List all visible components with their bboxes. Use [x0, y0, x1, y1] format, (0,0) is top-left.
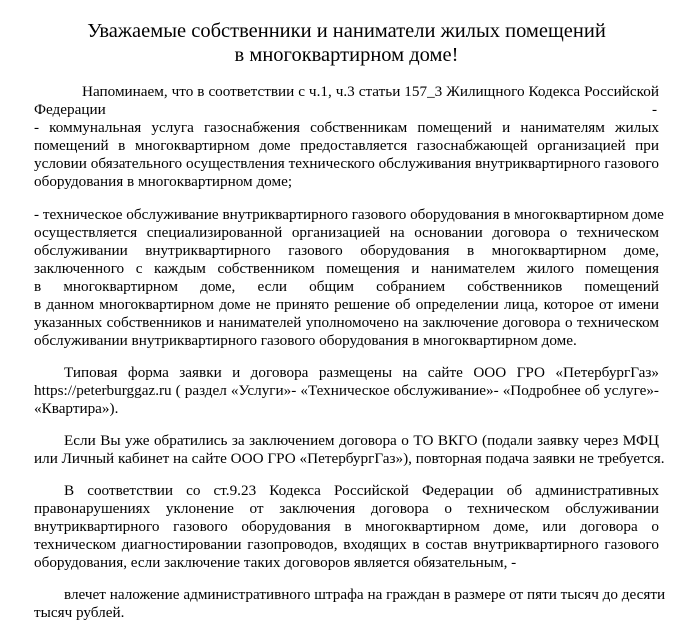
notice-title — [0, 19, 693, 67]
text-line: или Личный кабинет на сайте ООО ГРО «ПетербургГаз»), повторная подача заявки не требуется. — [34, 450, 665, 467]
text-line: условии обязательного осуществления технического обслуживания внутриквартирного газового — [34, 155, 659, 172]
text-line: Напоминаем, что в соответствии с ч.1, ч.3 статьи 157_3 Жилищного Кодекса Российской — [82, 83, 659, 100]
text-line: техническом диагностировании газопроводов, входящих в состав внутриквартирного газового — [34, 536, 659, 553]
text-line: влечет наложение административного штрафа на граждан в размере от пяти тысяч до десяти — [64, 586, 666, 603]
title-line-1: Уважаемые собственники и наниматели жилых помещений — [87, 20, 606, 42]
text-line: указанных собственников и нанимателей уполномочено на заключение договора о техническом — [34, 314, 659, 331]
text-line: Типовая форма заявки и договора размещены на сайте ООО ГРО «ПетербургГаз» — [64, 364, 659, 381]
text-line: Федерации — [34, 101, 106, 118]
text-line: помещений в многоквартирном доме предоставляется газоснабжающей организацией при — [34, 137, 659, 154]
text-line: оборудования, если заключение таких договоров является обязательным, - — [34, 554, 517, 571]
text-line: обслуживании внутриквартирного газового оборудования в многоквартирном доме, — [34, 242, 659, 259]
text-line: заключенного с каждым собственником помещения и нанимателем жилого помещения — [34, 260, 659, 277]
text-line: «Квартира»). — [34, 400, 119, 417]
text-line-dash: - — [652, 101, 658, 118]
text-line: правонарушениях уклонение от заключения договора о техническом обслуживании — [34, 500, 659, 517]
text-line: тысяч рублей. — [34, 604, 125, 621]
text-line: https://peterburggaz.ru ( раздел «Услуги»- «Техническое обслуживание»- «Подробнее об услуге»- — [34, 382, 659, 399]
text-line: - коммунальная услуга газоснабжения собственникам помещений и нанимателям жилых — [34, 119, 659, 136]
text-line: обслуживании внутриквартирного газового оборудования в многоквартирном доме. — [34, 332, 577, 349]
text-line: в данном многоквартирном доме не принято решение об определении лица, которое от имени — [34, 296, 659, 313]
text-line: внутриквартирного газового оборудования в многоквартирном доме, или договора о — [34, 518, 659, 535]
title-line-2: в многоквартирном доме! — [234, 44, 459, 66]
text-line: в многоквартирном доме, если общим собранием собственников помещений — [34, 278, 659, 295]
text-line: - техническое обслуживание внутриквартирного газового оборудования в многоквартирном доме — [34, 206, 664, 223]
text-line: В соответствии со ст.9.23 Кодекса Российской Федерации об административных — [64, 482, 659, 499]
text-line: оборудования в многоквартирном доме; — [34, 173, 293, 190]
text-line: осуществляется специализированной организацией на основании договора о техническом — [34, 224, 659, 241]
text-line: Если Вы уже обратились за заключением договора о ТО ВКГО (подали заявку через МФЦ — [64, 432, 659, 449]
